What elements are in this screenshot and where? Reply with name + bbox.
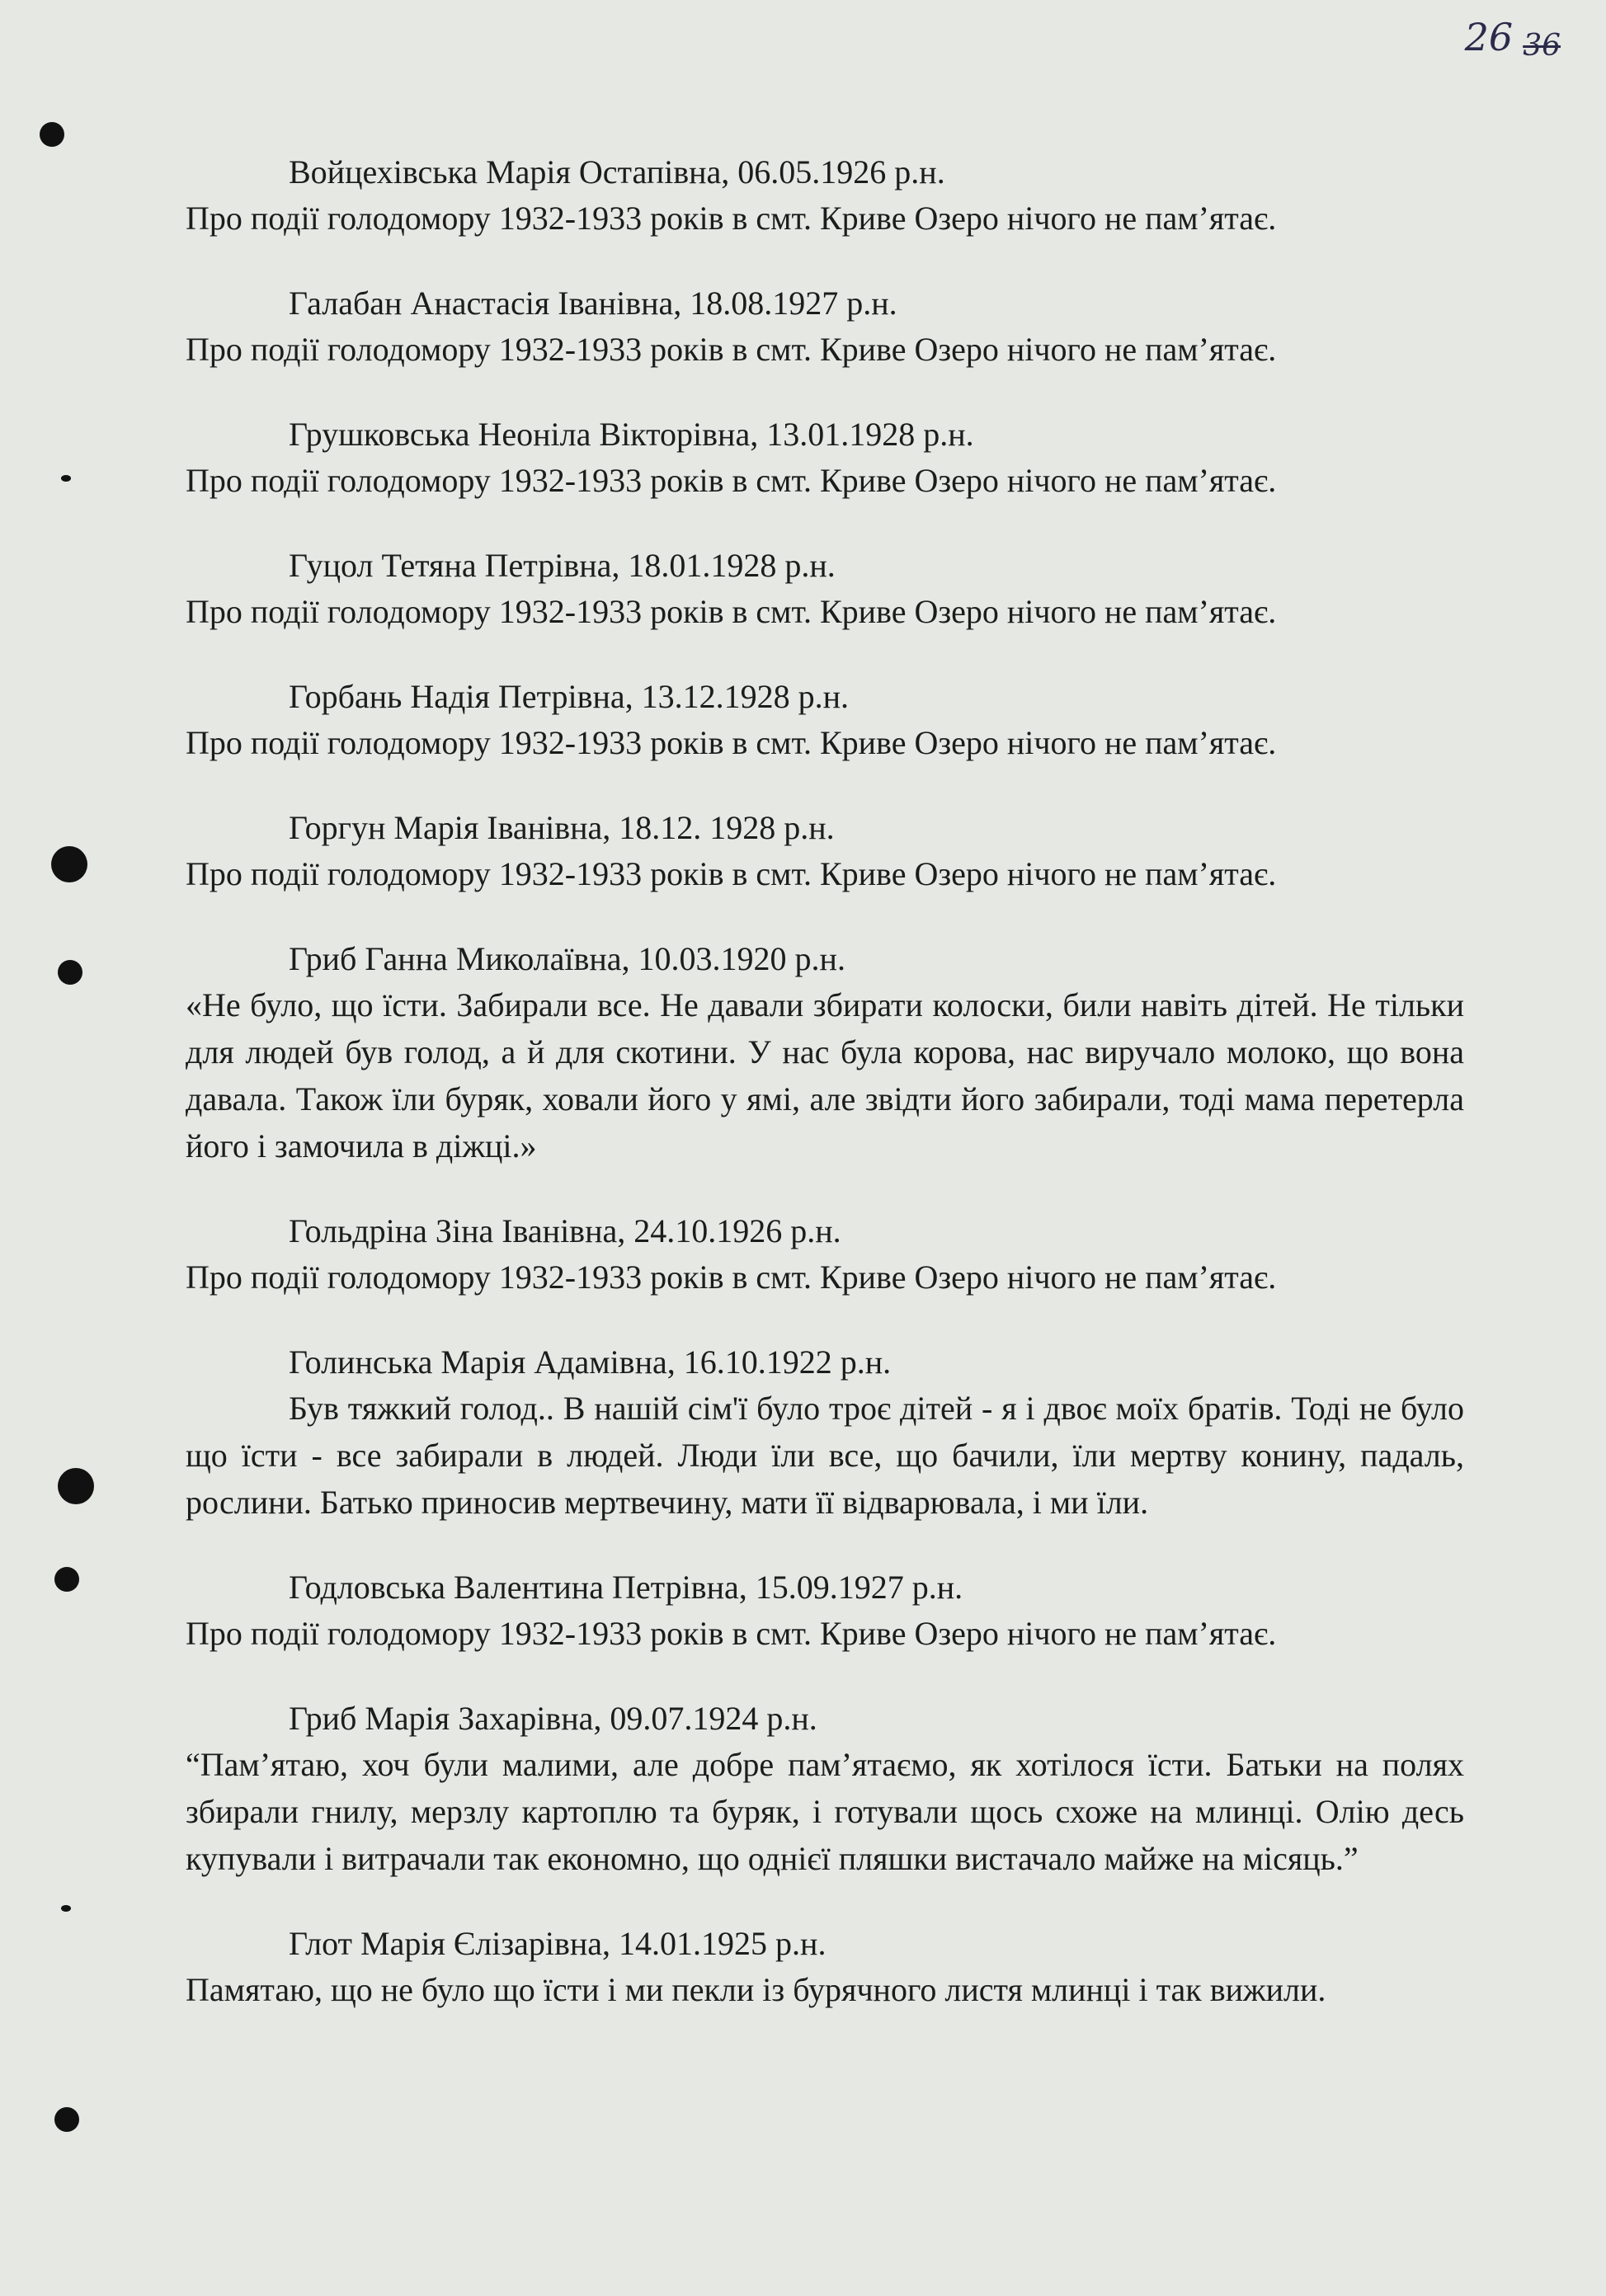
person-name: Гриб Марія Захарівна, 09.07.1924 р.н. [289,1700,817,1737]
testimony-entry [186,1209,1464,1301]
person-name: Горгун Марія Іванівна, 18.12. 1928 р.н. [289,809,835,846]
testimony-entry [186,281,1464,373]
person-name: Глот Марія Єлізарівна, 14.01.1925 р.н. [289,1925,827,1962]
testimony-entry [186,1565,1464,1657]
testimony-entry [186,412,1464,504]
person-name: Войцехівська Марія Остапівна, 06.05.1926 р.н. [289,153,945,191]
page-number [1465,15,1561,63]
testimony-text: Памятаю, що не було що їсти і ми пекли із бурячного листя млинці і так вижили. [186,1971,1326,2008]
punch-hole [51,846,87,882]
testimony-entry [186,543,1464,635]
punch-hole [61,475,71,482]
punch-hole [54,2107,79,2132]
testimony-text: Про події голодомору 1932-1933 років в смт. Криве Озеро нічого не пам’ятає. [186,1259,1277,1296]
testimony-text: “Пам’ятаю, хоч були малими, але добре пам’ятаємо, як хотілося їсти. Батьки на полях збирали гнилу, мерзлу картоплю та буряк, і готували щось схоже на млинці. Олію десь купували і витрачали так економно, що однієї пляшки вистачало майже на місяць.” [186,1746,1464,1877]
testimony-text: Про події голодомору 1932-1933 років в смт. Криве Озеро нічого не пам’ятає. [186,855,1277,892]
page-number-current: 26 [1464,15,1514,59]
testimony-entry [186,1340,1464,1526]
person-name: Горбань Надія Петрівна, 13.12.1928 р.н. [289,678,850,715]
person-name: Галабан Анастасія Іванівна, 18.08.1927 р.н. [289,285,897,322]
testimony-text: Про події голодомору 1932-1933 років в смт. Криве Озеро нічого не пам’ятає. [186,593,1277,630]
testimony-entry [186,1696,1464,1882]
testimony-entry [186,937,1464,1169]
person-name: Голинська Марія Адамівна, 16.10.1922 р.н. [289,1343,892,1381]
page-number-crossed: 36 [1523,29,1561,63]
document-body [186,150,1464,2053]
testimony-text: «Не було, що їсти. Забирали все. Не давали збирати колоски, били навіть дітей. Не тільки для людей був голод, а й для скотини. У нас була корова, нас виручало молоко, що вона давала. Також їли буряк, ховали його у ямі, але звідти його забирали, тоді мама перетерла його і замочила в діжці.» [186,986,1464,1164]
person-name: Грушковська Неоніла Вікторівна, 13.01.1928 р.н. [289,416,974,453]
punch-hole [58,1468,94,1504]
testimony-text: Про події голодомору 1932-1933 років в смт. Криве Озеро нічого не пам’ятає. [186,724,1277,761]
testimony-text: Про події голодомору 1932-1933 років в смт. Криве Озеро нічого не пам’ятає. [186,331,1277,368]
testimony-entry [186,806,1464,897]
punch-hole [40,122,64,147]
testimony-text: Про події голодомору 1932-1933 років в смт. Криве Озеро нічого не пам’ятає. [186,200,1277,237]
person-name: Гольдріна Зіна Іванівна, 24.10.1926 р.н. [289,1212,841,1249]
testimony-entry [186,1922,1464,2013]
testimony-text: Про події голодомору 1932-1933 років в смт. Криве Озеро нічого не пам’ятає. [186,1615,1277,1652]
person-name: Гриб Ганна Миколаївна, 10.03.1920 р.н. [289,940,845,977]
testimony-text: Про події голодомору 1932-1933 років в смт. Криве Озеро нічого не пам’ятає. [186,462,1277,499]
punch-hole [54,1567,79,1592]
punch-hole [61,1905,71,1912]
testimony-entry [186,675,1464,766]
testimony-text: Був тяжкий голод.. В нашій сім'ї було троє дітей - я і двоє моїх братів. Тоді не було що їсти - все забирали в людей. Люди їли все, що бачили, їли мертву конину, падаль, рослини. Батько приносив мертвечину, мати її відварювала, і ми їли. [186,1390,1464,1521]
testimony-entry [186,150,1464,242]
punch-hole [58,960,82,985]
person-name: Годловська Валентина Петрівна, 15.09.1927 р.н. [289,1569,963,1606]
person-name: Гуцол Тетяна Петрівна, 18.01.1928 р.н. [289,547,836,584]
